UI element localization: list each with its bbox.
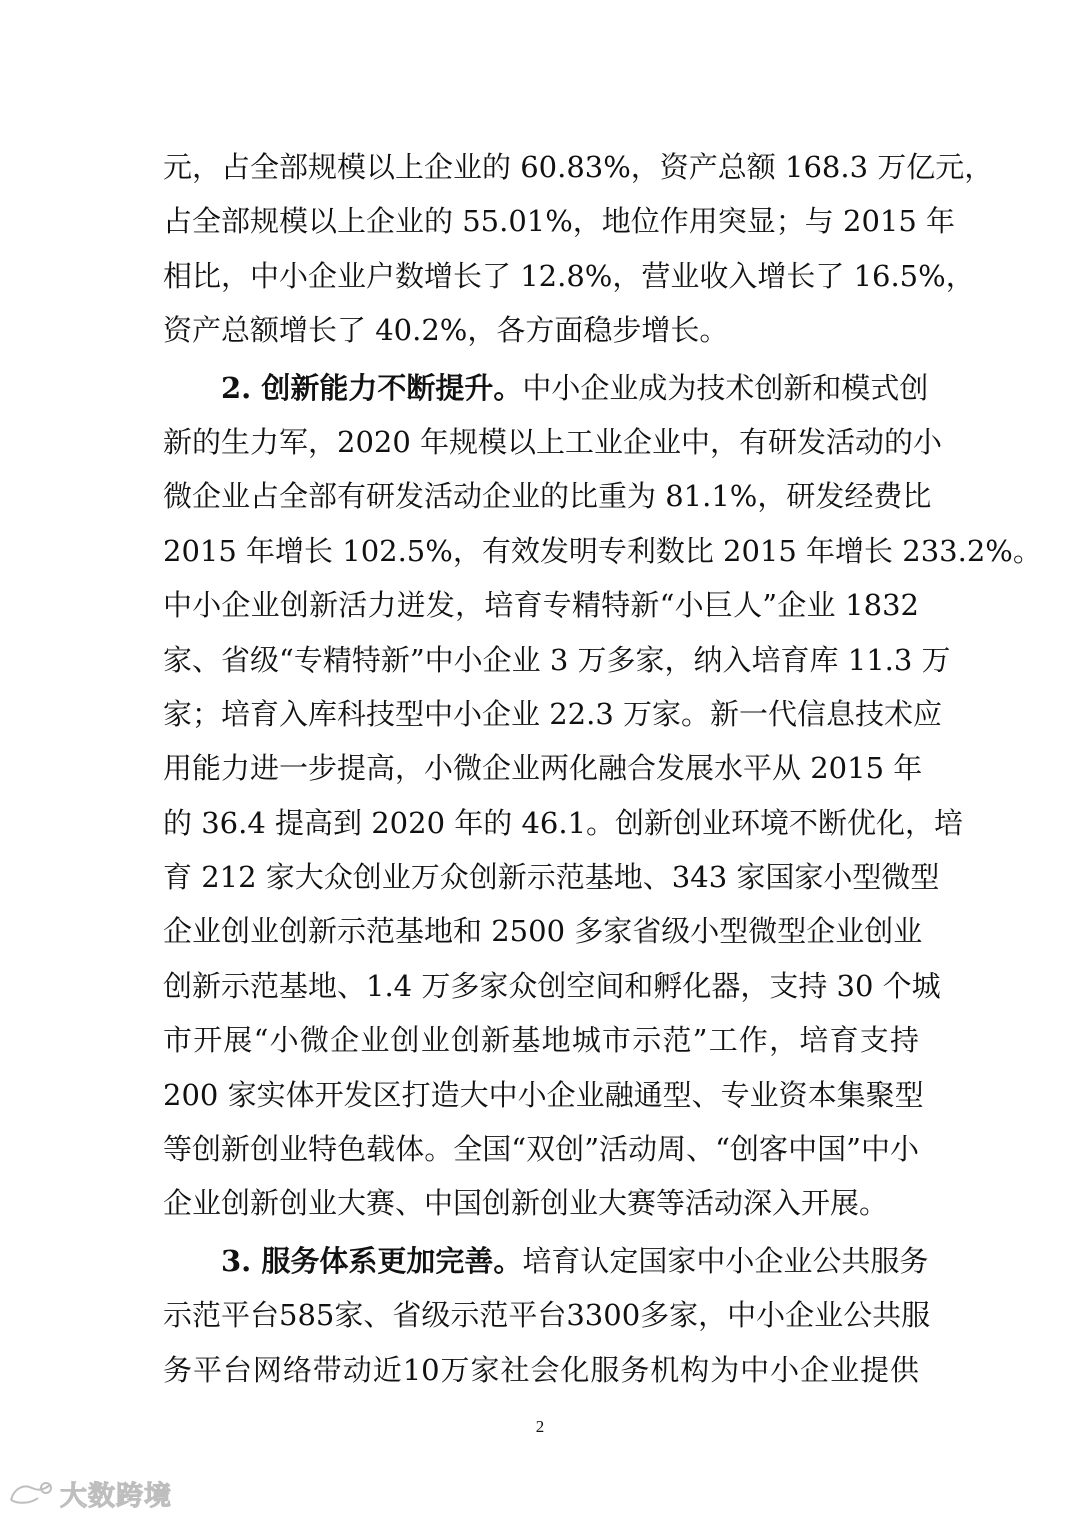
- text-line: 相比，中小企业户数增长了 12.8%，营业收入增长了 16.5%，: [163, 258, 975, 293]
- text-line: 等创新创业特色载体。全国“双创”活动周、“创客中国”中小: [163, 1132, 919, 1167]
- document-body: [163, 140, 1042, 1397]
- text-line: 企业创新创业大赛、中国创新创业大赛等活动深入开展。: [163, 1186, 889, 1221]
- text-line: 示范平台585家、省级示范平台3300多家，中小企业公共服: [163, 1298, 931, 1333]
- section-heading-3: 3. 服务体系更加完善。: [221, 1243, 523, 1278]
- text-line: 2015 年增长 102.5%，有效发明专利数比 2015 年增长 233.2%。: [163, 533, 1042, 568]
- text-line: 家、省级“专精特新”中小企业 3 万多家，纳入培育库 11.3 万: [163, 642, 951, 677]
- watermark: [8, 1476, 172, 1510]
- text-line: 育 212 家大众创业万众创新示范基地、343 家国家小型微型: [163, 860, 940, 895]
- ferret-logo-icon: [8, 1478, 54, 1508]
- text-line: 市开展“小微企业创业创新基地城市示范”工作，培育支持: [163, 1023, 919, 1058]
- text-line: 占全部规模以上企业的 55.01%，地位作用突显；与 2015 年: [163, 204, 956, 239]
- text-line: 微企业占全部有研发活动企业的比重为 81.1%，研发经费比: [163, 479, 932, 514]
- text-line: 200 家实体开发区打造大中小企业融通型、专业资本集聚型: [163, 1077, 924, 1112]
- watermark-text: 大数跨境: [60, 1480, 172, 1512]
- text-line: 中小企业创新活力迸发，培育专精特新“小巨人”企业 1832: [163, 588, 919, 623]
- paragraph-3-first-line: [163, 1234, 929, 1288]
- text-line: 务平台网络带动近10万家社会化服务机构为中小企业提供: [163, 1352, 919, 1387]
- text-segment: 培育认定国家中小企业公共服务: [522, 1243, 929, 1278]
- section-heading-2: 2. 创新能力不断提升。: [221, 370, 523, 405]
- page-number: 2: [535, 1417, 545, 1436]
- text-line: 家；培育入库科技型中小企业 22.3 万家。新一代信息技术应: [163, 696, 943, 731]
- text-line: 新的生力军，2020 年规模以上工业企业中，有研发活动的小: [163, 424, 943, 459]
- text-line: 的 36.4 提高到 2020 年的 46.1。创新创业环境不断优化，培: [163, 805, 964, 840]
- text-line: 资产总额增长了 40.2%，各方面稳步增长。: [163, 313, 729, 348]
- text-line: 企业创业创新示范基地和 2500 多家省级小型微型企业创业: [163, 914, 923, 949]
- text-line: 用能力进一步提高，小微企业两化融合发展水平从 2015 年: [163, 751, 923, 786]
- text-segment: 中小企业成为技术创新和模式创: [522, 370, 929, 405]
- paragraph-2-first-line: [163, 361, 929, 415]
- text-line: 元，占全部规模以上企业的 60.83%，资产总额 168.3 万亿元，: [163, 150, 994, 184]
- text-line: 创新示范基地、1.4 万多家众创空间和孵化器，支持 30 个城: [163, 968, 941, 1003]
